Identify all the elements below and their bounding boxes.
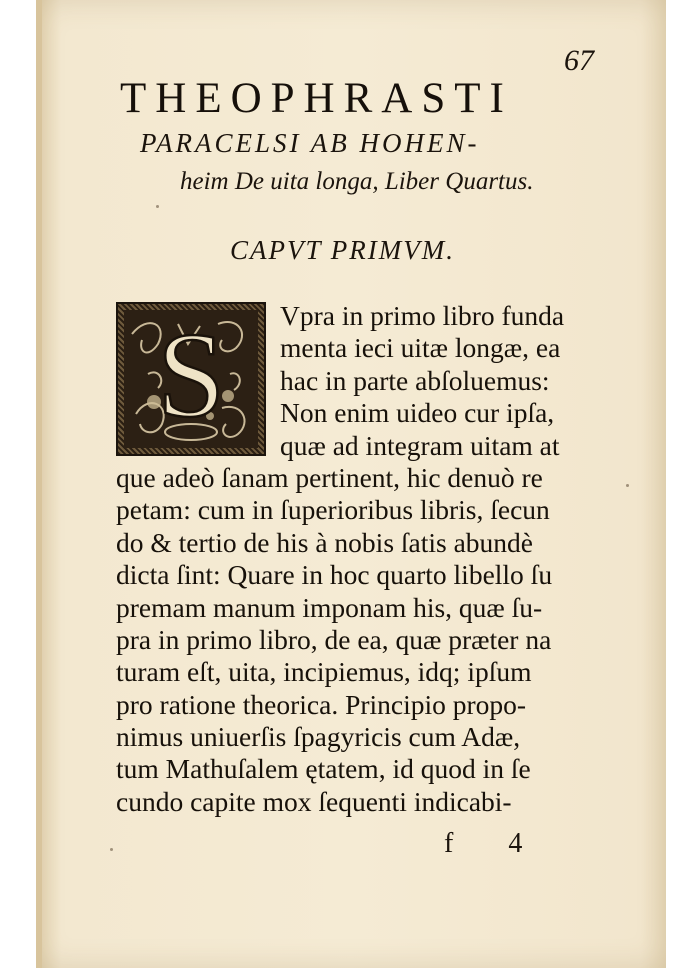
signature-mark: f 4 — [444, 828, 547, 859]
text-line: dicta ſint: Quare in hoc quarto libello ſu — [116, 559, 553, 591]
body-text — [116, 300, 636, 818]
text-line: do & tertio de his à nobis ſatis abundè — [116, 526, 534, 558]
text-line: cundo capite mox ſequenti indicabi- — [116, 785, 512, 817]
title-line-1: THEOPHRASTI — [120, 75, 513, 122]
text-line: pro ratione theorica. Principio propo- — [116, 688, 527, 720]
text-line: Non enim uideo cur ipſa, — [280, 397, 555, 429]
paper-speck — [626, 484, 629, 487]
text-line: pra in primo libro, de ea, quæ præter na — [116, 623, 552, 655]
title-line-3: heim De uita longa, Liber Quartus. — [180, 168, 534, 195]
text-line: petam: cum in ſuperioribus libris, ſecun — [116, 494, 550, 526]
title-line-2: PARACELSI AB HOHEN- — [140, 128, 480, 158]
paper-speck — [156, 205, 159, 208]
text-line: que adeò ſanam pertinent, hic denuò re — [116, 461, 543, 493]
page-spine-edge — [36, 0, 42, 968]
text-line: tum Mathuſalem ętatem, id quod in ſe — [116, 753, 531, 785]
text-line: quæ ad integram uitam at — [280, 429, 560, 461]
chapter-heading: CAPVT PRIMVM. — [230, 235, 455, 265]
text-line: turam eſt, uita, incipiemus, idq; ipſum — [116, 656, 532, 688]
initial-letter: S — [157, 308, 225, 443]
text-line: Vpra in primo libro funda — [280, 300, 565, 331]
text-line: premam manum imponam his, quæ ſu- — [116, 591, 543, 623]
text-line: hac in parte abſoluemus: — [280, 364, 550, 396]
text-line: nimus uniuerſis ſpagyricis cum Adæ, — [116, 721, 521, 753]
paper-speck — [110, 848, 113, 851]
folio-number: 67 — [564, 44, 594, 77]
text-line: menta ieci uitæ longæ, ea — [280, 332, 561, 364]
book-page — [36, 0, 666, 968]
